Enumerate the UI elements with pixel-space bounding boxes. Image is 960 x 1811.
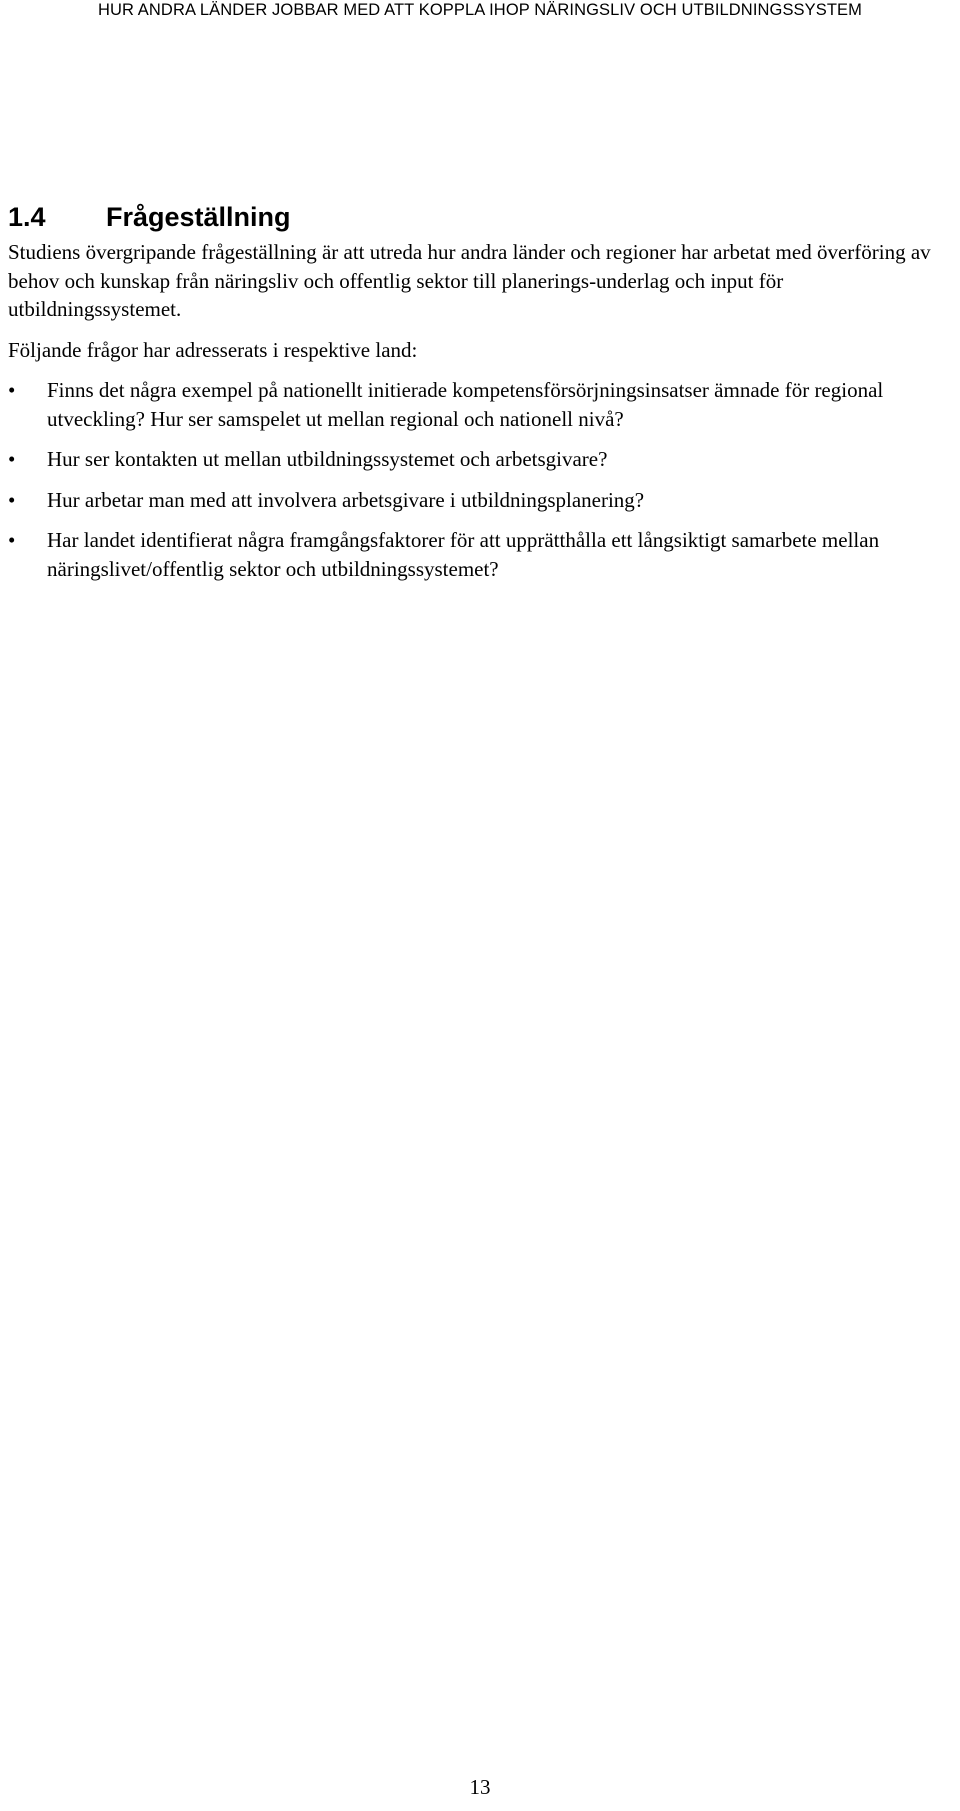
section-heading	[8, 200, 953, 234]
list-item	[8, 445, 953, 474]
list-item-text: Hur ser kontakten ut mellan utbildningssystemet och arbetsgivare?	[47, 447, 608, 471]
bullet-icon: •	[8, 528, 16, 552]
list-item	[8, 486, 953, 515]
question-list	[8, 376, 953, 583]
bullet-icon: •	[8, 378, 16, 402]
bullet-icon: •	[8, 447, 16, 471]
section-title: Frågeställning	[106, 202, 291, 232]
section-number: 1.4	[8, 202, 46, 232]
bullet-icon: •	[8, 487, 16, 512]
list-item-text: Har landet identifierat några framgångsfaktorer för att upprätthålla ett långsiktigt samarbete mellan näringslivet/offentlig sektor och utbildningssystemet?	[47, 528, 880, 581]
intro-paragraph: Studiens övergripande frågeställning är att utreda hur andra länder och regioner har arbetat med överföring av behov och kunskap från näringsliv och offentlig sektor till planerings-underlag och input för utbildningssystemet.	[8, 240, 931, 321]
document-body	[8, 200, 953, 595]
list-item	[8, 526, 953, 583]
running-header: HUR ANDRA LÄNDER JOBBAR MED ATT KOPPLA IHOP NÄRINGSLIV OCH UTBILDNINGSSYSTEM	[97, 1, 863, 19]
list-item-text: Finns det några exempel på nationellt initierade kompetensförsörjningsinsatser ämnade för regional utveckling? Hur ser samspelet ut mellan regional och nationell nivå?	[47, 378, 884, 431]
list-item	[8, 376, 953, 433]
lead-in-paragraph: Följande frågor har adresserats i respektive land:	[8, 337, 418, 362]
page-number: 13	[469, 1775, 491, 1799]
list-item-text: Hur arbetar man med att involvera arbetsgivare i utbildningsplanering?	[47, 487, 645, 512]
